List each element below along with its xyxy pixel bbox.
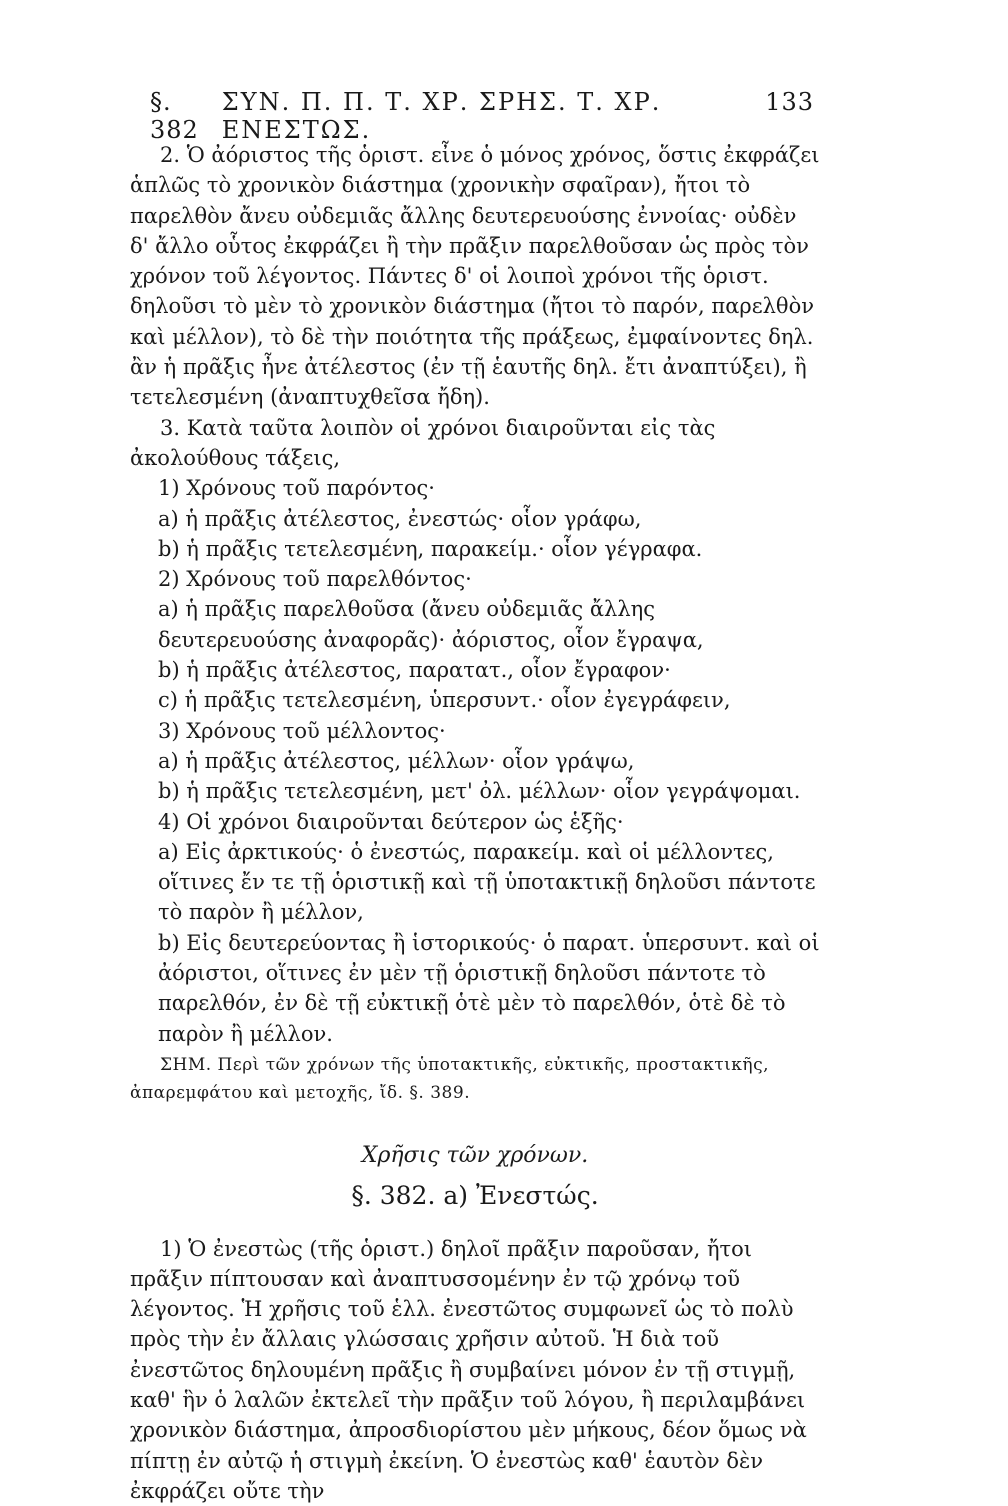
paragraph-2: 2. Ὁ ἀόριστος τῆς ὁριστ. εἶνε ὁ μόνος χρόνος, ὅστις ἐκφράζει ἁπλῶς τὸ χρονικὸν διάστημα (χρονικὴν σφαῖραν), ἤτοι τὸ παρελθὸν ἄνευ οὐδεμιᾶς ἄλλης δευτερευούσης ἐννοίας· οὐδὲν δ' ἄλλο οὗτος ἐκφράζει ἢ τὴν πρᾶξιν παρελθοῦσαν ὡς πρὸς τὸν χρόνον τοῦ λέγοντος. Πάντες δ' οἱ λοιποὶ χρόνοι τῆς ὁριστ. δηλοῦσι τὸ μὲν τὸ χρονικὸν διάστημα (ἤτοι τὸ παρόν, παρελθὸν καὶ μέλλον), τὸ δὲ τὴν ποιότητα τῆς πράξεως, ἐμφαίνοντες δηλ. ἂν ἡ πρᾶξις ἦνε ἀτέλεστος (ἐν τῇ ἑαυτῆς δηλ. ἔτι ἀναπτύξει), ἢ τετελεσμένη (ἀναπτυχθεῖσα ἤδη). xyxy=(130,140,820,413)
running-header xyxy=(150,88,814,128)
list-item: a) ἡ πρᾶξις ἀτέλεστος, ἐνεστώς· οἷον γράφω, xyxy=(130,504,820,534)
subtitle: Χρῆσις τῶν χρόνων. xyxy=(130,1141,820,1171)
list-item: b) ἡ πρᾶξις τετελεσμένη, παρακείμ.· οἷον γέγραφα. xyxy=(130,534,820,564)
final-paragraph: 1) Ὁ ἐνεστὼς (τῆς ὁριστ.) δηλοῖ πρᾶξιν παροῦσαν, ἤτοι πρᾶξιν πίπτουσαν καὶ ἀναπτυσσομένην ἐν τῷ χρόνῳ τοῦ λέγοντος. Ἡ χρῆσις τοῦ ἑλλ. ἐνεστῶτος συμφωνεῖ ὡς τὸ πολὺ πρὸς τὴν ἐν ἄλλαις γλώσσαις χρῆσιν αὐτοῦ. Ἡ διὰ τοῦ ἐνεστῶτος δηλουμένη πρᾶξις ἢ συμβαίνει μόνον ἐν τῇ στιγμῇ, καθ' ἣν ὁ λαλῶν ἐκτελεῖ τὴν πρᾶξιν τοῦ λόγου, ἢ περιλαμβάνει χρονικὸν διάστημα, ἀπροσδιορίστου μὲν μήκους, δέον ὅμως νὰ πίπτῃ ἐν αὐτῷ ἡ στιγμὴ ἐκείνη. Ὁ ἐνεστὼς καθ' ἑαυτὸν δὲν ἐκφράζει οὔτε τὴν xyxy=(130,1234,820,1506)
header-section-number: §. 382 xyxy=(150,88,222,144)
header-title: ΣΥΝ. Π. Π. Τ. ΧΡ. ΣΡΗΣ. Τ. ΧΡ. ΕΝΕΣΤΩΣ. xyxy=(222,88,765,144)
note-remark: ΣΗΜ. Περὶ τῶν χρόνων τῆς ὑποτακτικῆς, εὐκτικῆς, προστακτικῆς, ἀπαρεμφάτου καὶ μετοχῆς, ἴδ. §. 389. xyxy=(130,1051,820,1107)
list-item: a) ἡ πρᾶξις παρελθοῦσα (ἄνευ οὐδεμιᾶς ἄλλης δευτερευούσης ἀναφορᾶς)· ἀόριστος, οἷον ἔγραψα, xyxy=(130,594,820,655)
page-body xyxy=(130,140,820,1506)
list-item: 1) Χρόνους τοῦ παρόντος· xyxy=(130,473,820,503)
list-item: b) ἡ πρᾶξις τετελεσμένη, μετ' ὀλ. μέλλων· οἷον γεγράψομαι. xyxy=(130,776,820,806)
list-item: b) Εἰς δευτερεύοντας ἢ ἱστορικούς· ὁ παρατ. ὑπερσυντ. καὶ οἱ ἀόριστοι, οἵτινες ἐν μὲν τῇ ὁριστικῇ δηλοῦσι πάντοτε τὸ παρελθόν, ἐν δὲ τῇ εὐκτικῇ ὁτὲ μὲν τὸ παρελθόν, ὁτὲ δὲ τὸ παρὸν ἢ μέλλον. xyxy=(130,928,820,1049)
section-heading: §. 382. a) Ἐνεστώς. xyxy=(130,1181,820,1211)
list-item: 2) Χρόνους τοῦ παρελθόντος· xyxy=(130,564,820,594)
list-item: a) Εἰς ἀρκτικούς· ὁ ἐνεστώς, παρακείμ. καὶ οἱ μέλλοντες, οἵτινες ἔν τε τῇ ὁριστικῇ καὶ τῇ ὑποτακτικῇ δηλοῦσι πάντοτε τὸ παρὸν ἢ μέλλον, xyxy=(130,837,820,928)
list-item: 4) Οἱ χρόνοι διαιροῦνται δεύτερον ὡς ἑξῆς· xyxy=(130,807,820,837)
tense-classification-list xyxy=(130,473,820,1049)
list-item: b) ἡ πρᾶξις ἀτέλεστος, παρατατ., οἷον ἔγραφον· xyxy=(130,655,820,685)
page-number: 133 xyxy=(765,88,814,116)
list-item: a) ἡ πρᾶξις ἀτέλεστος, μέλλων· οἷον γράψω, xyxy=(130,746,820,776)
list-item: c) ἡ πρᾶξις τετελεσμένη, ὑπερσυντ.· οἷον ἐγεγράφειν, xyxy=(130,685,820,715)
list-item: 3) Χρόνους τοῦ μέλλοντος· xyxy=(130,716,820,746)
paragraph-3: 3. Κατὰ ταῦτα λοιπὸν οἱ χρόνοι διαιροῦνται εἰς τὰς ἀκολούθους τάξεις, xyxy=(130,413,820,474)
